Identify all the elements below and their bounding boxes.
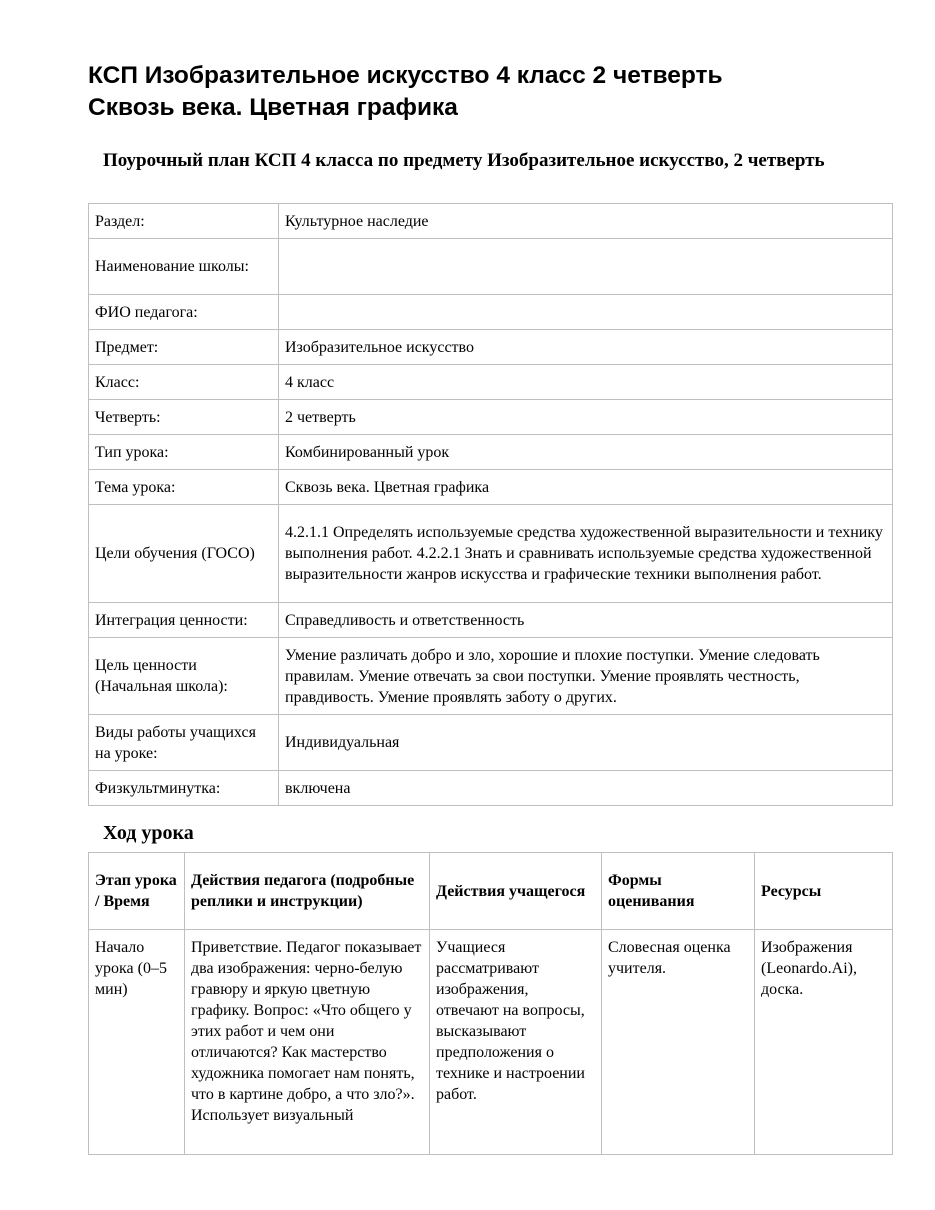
cell-resources: Изображения (Leonardo.Ai), доска.	[755, 930, 893, 1155]
info-label: Предмет:	[89, 330, 279, 365]
info-value	[279, 295, 893, 330]
lesson-progress-table	[88, 852, 893, 1155]
lesson-plan-subtitle: Поурочный план КСП 4 класса по предмету Изобразительное искусство, 2 четверть	[103, 150, 825, 171]
column-header-resources: Ресурсы	[755, 853, 893, 930]
document-title	[88, 60, 908, 124]
info-value: Комбинированный урок	[279, 435, 893, 470]
document-title-line-2: Сквозь века. Цветная графика	[88, 94, 458, 121]
info-row	[89, 505, 893, 603]
cell-student-actions: Учащиеся рассматривают изображения, отвечают на вопросы, высказывают предположения о технике и настроении работ.	[430, 930, 602, 1155]
info-row	[89, 295, 893, 330]
column-header-stage: Этап урока / Время	[89, 853, 185, 930]
cell-stage: Начало урока (0–5 мин)	[89, 930, 185, 1155]
lesson-progress-heading: Ход урока	[103, 822, 194, 844]
column-header-student-actions: Действия учащегося	[430, 853, 602, 930]
info-label: Виды работы учащихся на уроке:	[89, 715, 279, 771]
info-value: Индивидуальная	[279, 715, 893, 771]
info-row	[89, 400, 893, 435]
info-value: включена	[279, 771, 893, 806]
info-label: Цель ценности (Начальная школа):	[89, 638, 279, 715]
info-label: Физкультминутка:	[89, 771, 279, 806]
info-label: Цели обучения (ГОСО)	[89, 505, 279, 603]
info-label: Интеграция ценности:	[89, 603, 279, 638]
info-label: Раздел:	[89, 204, 279, 239]
column-header-assessment: Формы оценивания	[602, 853, 755, 930]
info-row	[89, 239, 893, 295]
table-header-row	[89, 853, 893, 930]
info-row	[89, 603, 893, 638]
lesson-info-table	[88, 203, 893, 806]
info-row	[89, 330, 893, 365]
info-value: 4.2.1.1 Определять используемые средства художественной выразительности и технику выполнения работ. 4.2.2.1 Знать и сравнивать используемые средства художественной выразительности жанров искусства и графические техники выполнения работ.	[279, 505, 893, 603]
info-row	[89, 435, 893, 470]
info-row	[89, 365, 893, 400]
info-value: Изобразительное искусство	[279, 330, 893, 365]
info-label: Четверть:	[89, 400, 279, 435]
info-value: Умение различать добро и зло, хорошие и плохие поступки. Умение следовать правилам. Умение отвечать за свои поступки. Умение проявлять честность, правдивость. Умение проявлять заботу о других.	[279, 638, 893, 715]
info-row	[89, 470, 893, 505]
info-label: Наименование школы:	[89, 239, 279, 295]
info-value: Сквозь века. Цветная графика	[279, 470, 893, 505]
info-value: Справедливость и ответственность	[279, 603, 893, 638]
info-value	[279, 239, 893, 295]
info-label: Тип урока:	[89, 435, 279, 470]
info-row	[89, 715, 893, 771]
cell-teacher-actions: Приветствие. Педагог показывает два изображения: черно-белую гравюру и яркую цветную графику. Вопрос: «Что общего у этих работ и чем они отличаются? Как мастерство художника помогает нам понять, что в картине добро, а что зло?». Использует визуальный	[185, 930, 430, 1155]
info-label: Класс:	[89, 365, 279, 400]
document-title-line-1: КСП Изобразительное искусство 4 класс 2 четверть	[88, 62, 723, 89]
cell-assessment: Словесная оценка учителя.	[602, 930, 755, 1155]
table-row	[89, 930, 893, 1155]
info-value: 2 четверть	[279, 400, 893, 435]
info-value: 4 класс	[279, 365, 893, 400]
info-row	[89, 204, 893, 239]
info-row	[89, 638, 893, 715]
info-label: ФИО педагога:	[89, 295, 279, 330]
info-value: Культурное наследие	[279, 204, 893, 239]
info-row	[89, 771, 893, 806]
column-header-teacher-actions: Действия педагога (подробные реплики и инструкции)	[185, 853, 430, 930]
info-label: Тема урока:	[89, 470, 279, 505]
